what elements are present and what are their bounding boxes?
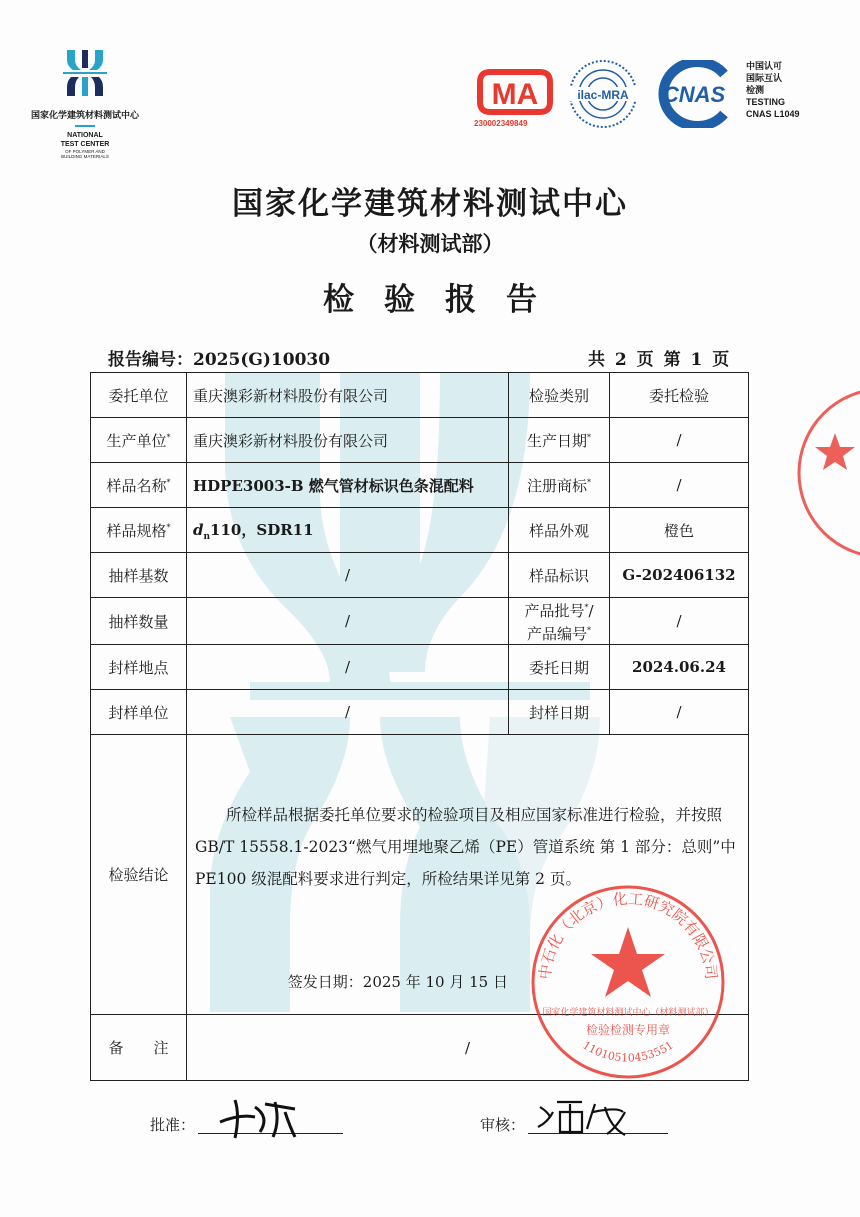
review-signature <box>535 1092 645 1142</box>
field-label: 抽样数量 <box>91 598 187 645</box>
field-label: 封样单位 <box>91 690 187 735</box>
cma-logo <box>476 68 554 116</box>
field-value: HDPE3003-B 燃气管材标识色条混配料 <box>187 463 509 508</box>
table-row <box>91 463 749 508</box>
org-title: 国家化学建筑材料测试中心 <box>232 186 628 222</box>
field-label: 委托日期 <box>509 645 610 690</box>
field-label: 委托单位 <box>91 373 187 418</box>
remarks-row <box>91 1015 749 1081</box>
approve-signature <box>215 1092 305 1142</box>
cnas-logo <box>652 60 736 128</box>
table-row <box>91 598 749 645</box>
field-value: / <box>610 463 749 508</box>
remarks-value: / <box>187 1015 749 1081</box>
cma-number: 230002349849 <box>474 119 528 128</box>
ntc-logo <box>30 50 140 159</box>
field-value: G-202406132 <box>610 553 749 598</box>
table-row <box>91 373 749 418</box>
field-value: / <box>187 553 509 598</box>
org-subtitle: （材料测试部） <box>356 231 504 256</box>
ntc-logo-icon <box>63 50 107 96</box>
issue-date: 签发日期：2025 年 10 月 15 日 <box>287 973 508 991</box>
approve-label: 批准： <box>150 1116 196 1134</box>
field-value: / <box>610 418 749 463</box>
field-label: 生产单位* <box>91 418 187 463</box>
report-table <box>90 372 749 1081</box>
field-label: 注册商标* <box>509 463 610 508</box>
field-label: 产品批号*/ 产品编号* <box>509 598 610 645</box>
ntc-name-en4: BUILDING MATERIALS <box>61 154 109 159</box>
review-label: 审核： <box>480 1116 526 1134</box>
field-value: 橙色 <box>610 508 749 553</box>
field-label: 抽样基数 <box>91 553 187 598</box>
field-label: 样品规格* <box>91 508 187 553</box>
field-value: 重庆澳彩新材料股份有限公司 <box>187 373 509 418</box>
report-number: 报告编号：2025(G)10030 <box>108 350 331 370</box>
ntc-name-en: NATIONAL <box>67 132 103 139</box>
table-row <box>91 553 749 598</box>
field-label: 样品名称* <box>91 463 187 508</box>
field-value: / <box>610 598 749 645</box>
field-label: 封样地点 <box>91 645 187 690</box>
field-value: 重庆澳彩新材料股份有限公司 <box>187 418 509 463</box>
stamp-outer-text: 中石化（北京）化工研究院有限公司 <box>535 889 721 981</box>
table-row <box>91 645 749 690</box>
accred-line: 中国认可 <box>746 61 783 71</box>
field-value: $d_n110$，SDR11 <box>187 508 509 553</box>
field-value: / <box>610 690 749 735</box>
remarks-label: 备 注 <box>91 1015 187 1081</box>
cma-text: MA <box>491 78 539 111</box>
ntc-name-en3: OF POLYMER AND <box>65 149 105 154</box>
field-label: 样品标识 <box>509 553 610 598</box>
ilac-text: ilac-MRA <box>577 88 629 102</box>
conclusion-label: 检验结论 <box>91 735 187 1015</box>
field-value: / <box>187 598 509 645</box>
field-value: 委托检验 <box>610 373 749 418</box>
stamp-purpose-text: 检验检测专用章 <box>585 1023 671 1037</box>
field-label: 生产日期* <box>509 418 610 463</box>
accred-line: 国际互认 <box>746 73 783 83</box>
field-value: / <box>187 645 509 690</box>
divider <box>75 125 95 127</box>
ntc-name-cn: 国家化学建筑材料测试中心 <box>30 111 139 121</box>
table-row <box>91 418 749 463</box>
stamp-inner-text: 国家化学建筑材料测试中心（材料测试部） <box>542 1008 714 1018</box>
field-value: / <box>187 690 509 735</box>
document-type: 检验报告 <box>323 282 567 318</box>
ilac-mra-logo <box>567 58 639 130</box>
seam-stamp <box>795 385 860 560</box>
cnas-accreditation <box>746 60 800 120</box>
accred-line: TESTING <box>746 97 786 107</box>
field-value: 2024.06.24 <box>610 645 749 690</box>
field-label: 检验类别 <box>509 373 610 418</box>
ntc-name-en2: TEST CENTER <box>60 141 110 148</box>
page-count: 共 2 页 第 1 页 <box>588 350 730 370</box>
table-row <box>91 690 749 735</box>
conclusion-row <box>91 735 749 1015</box>
conclusion-cell <box>187 735 749 1015</box>
field-label: 封样日期 <box>509 690 610 735</box>
cnas-text: CNAS <box>662 82 726 107</box>
accred-line: 检测 <box>746 85 765 95</box>
accred-line: CNAS L1049 <box>746 109 800 119</box>
conclusion-text: 所检样品根据委托单位要求的检验项目及相应国家标准进行检验，并按照 GB/T 15558.1-2023“燃气用埋地聚乙烯（PE）管道系统 第 1 部分：总则”中 PE100 级混配料要求进行判定，所检结果详见第 2 页。 <box>195 806 736 888</box>
table-row <box>91 508 749 553</box>
field-label: 样品外观 <box>509 508 610 553</box>
stamp-code-text: 11010510453551 <box>580 1038 676 1065</box>
